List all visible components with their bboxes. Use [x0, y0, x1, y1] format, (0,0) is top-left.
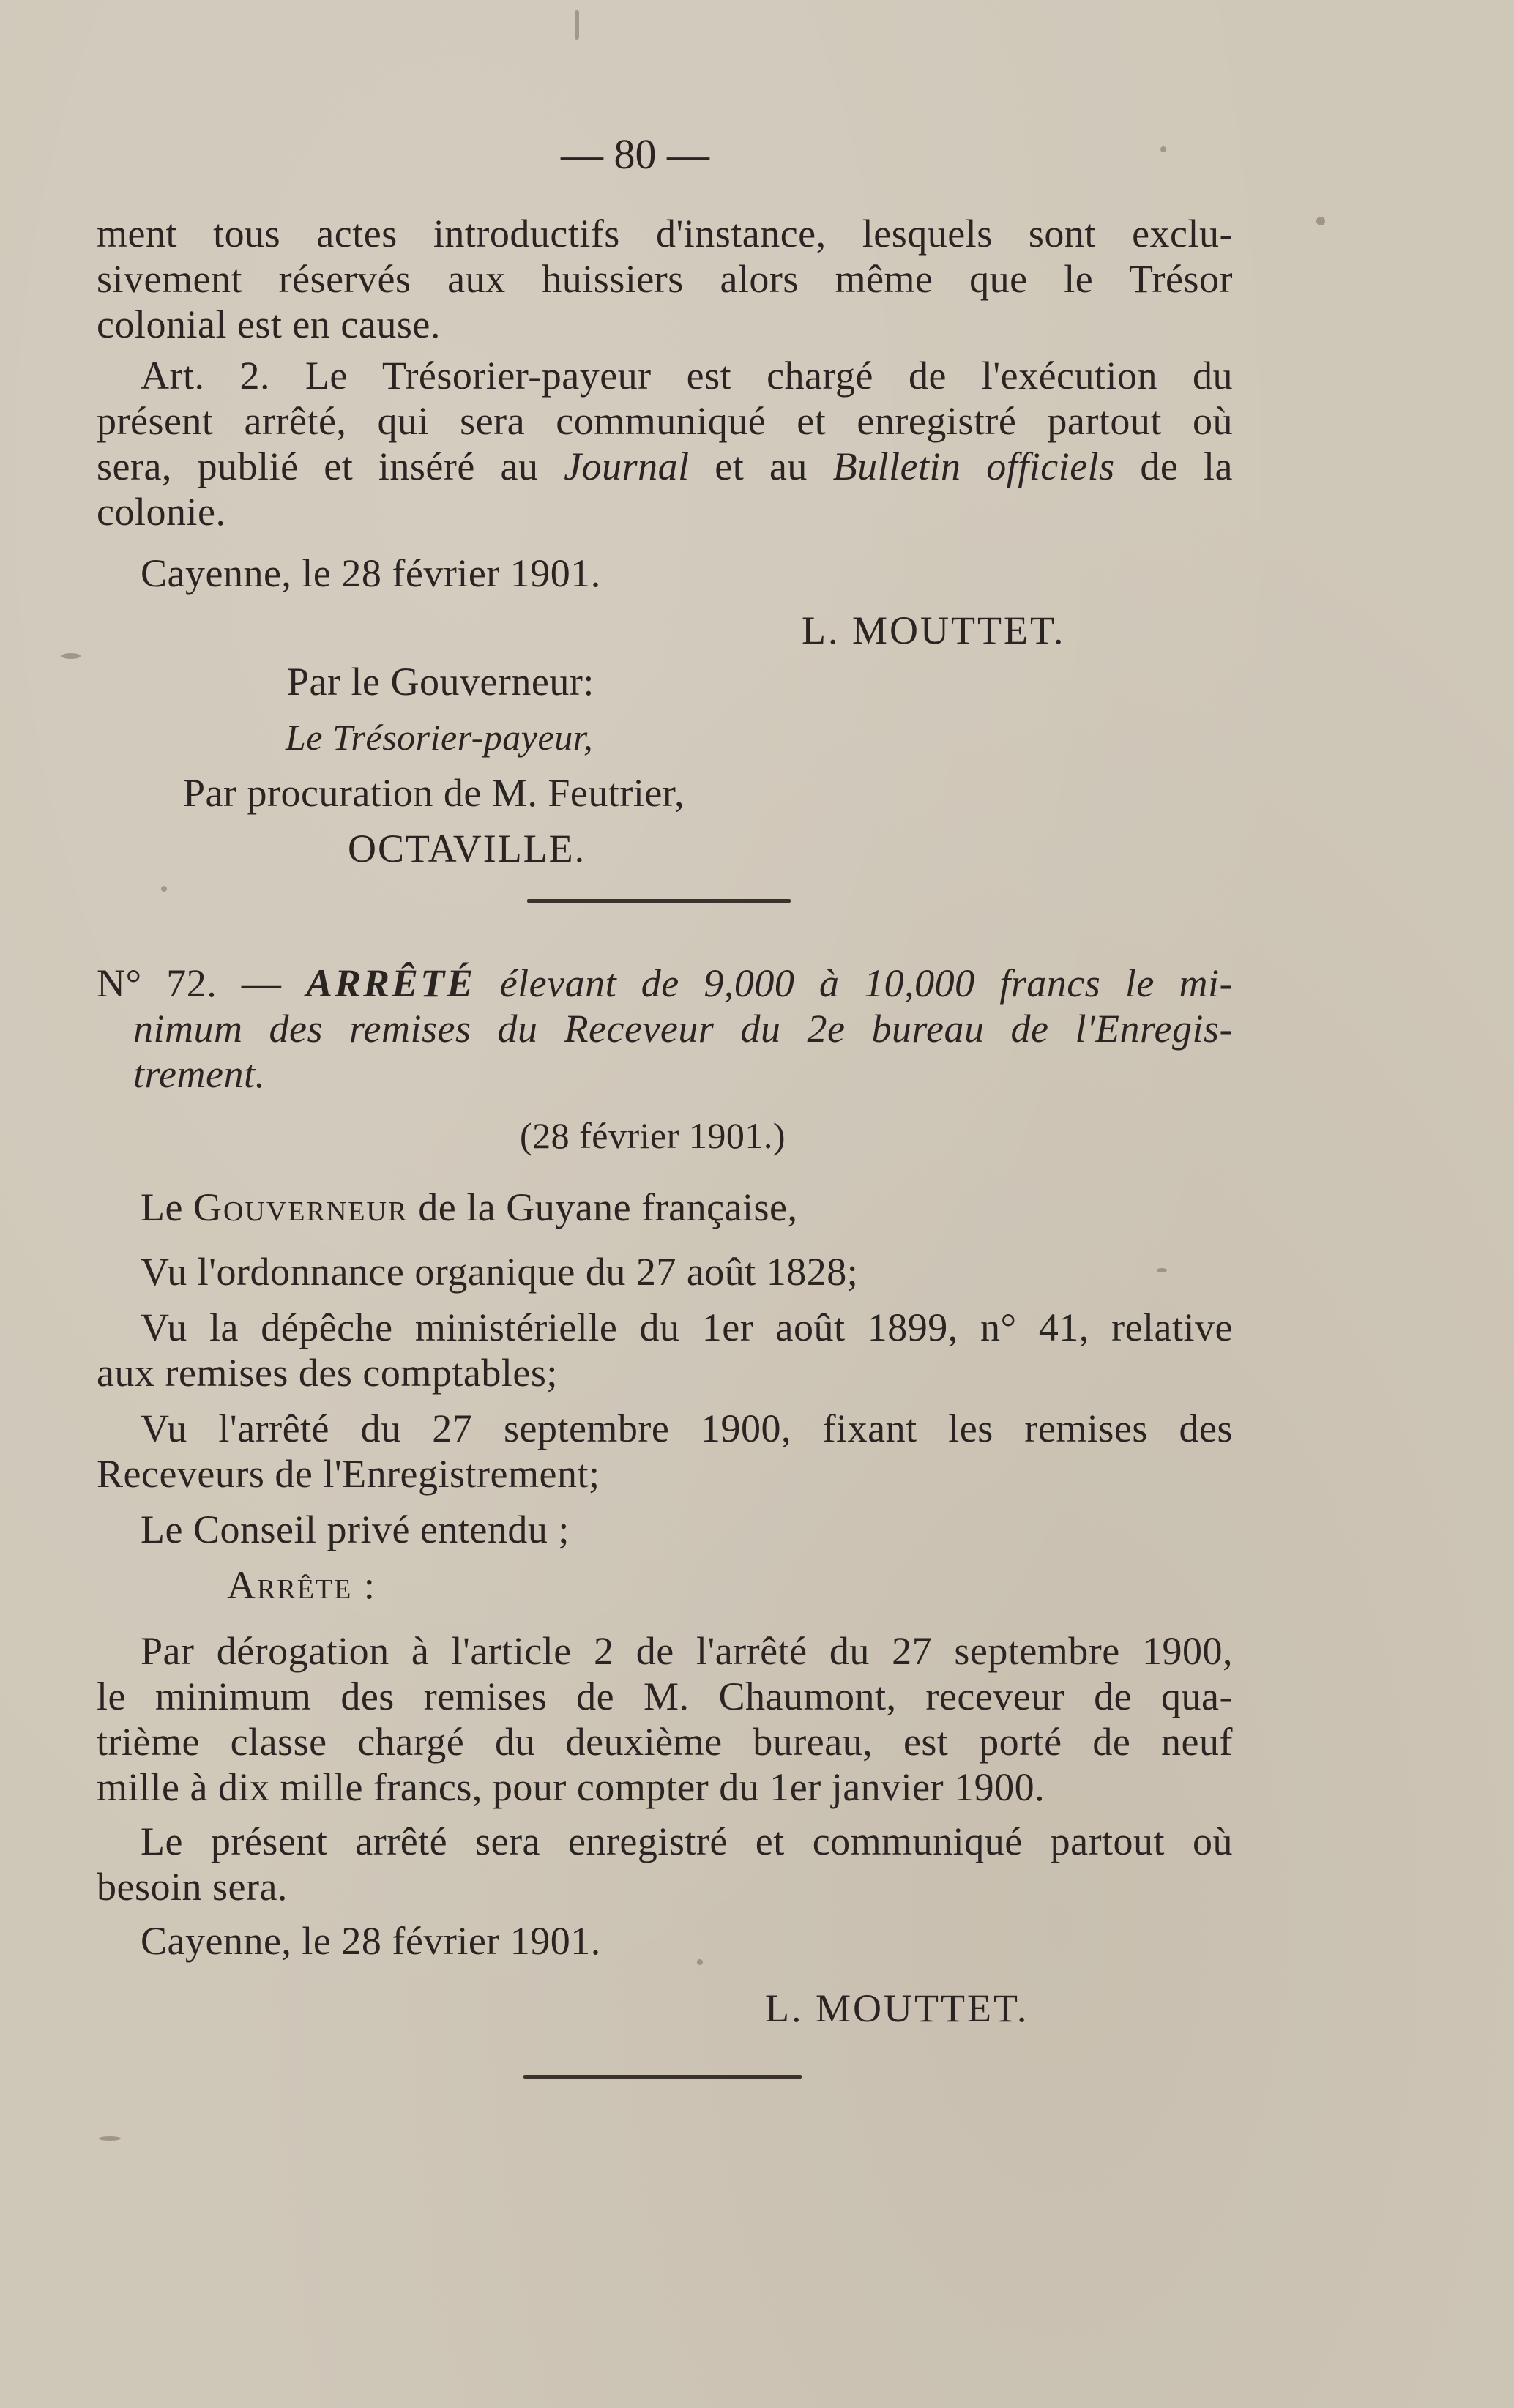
- arrete-date: (28 février 1901.): [520, 1115, 786, 1156]
- vu-line: Vu l'ordonnance organique du 27 août 1828;: [141, 1250, 859, 1294]
- vu-line: Receveurs de l'Enregistrement;: [97, 1452, 600, 1496]
- text-line: colonial est en cause.: [97, 302, 441, 346]
- gouverneur-smallcaps: Gouverneur: [193, 1185, 409, 1229]
- place-date: Cayenne, le 28 février 1901.: [141, 551, 601, 595]
- gouverneur-line: [141, 1185, 798, 1230]
- arrete-title-text: élevant de 9,000 à 10,000 francs le mi-: [475, 961, 1233, 1005]
- paper-speck: [1157, 1268, 1167, 1272]
- paper-speck: [61, 653, 81, 659]
- page-number: — 80 —: [561, 130, 709, 178]
- paper-speck: [161, 886, 167, 892]
- signatory: L. MOUTTET.: [802, 608, 1066, 652]
- arrete-word: ARRÊTÉ: [306, 961, 476, 1005]
- paragraph-line: Par dérogation à l'article 2 de l'arrêté du 27 septembre 1900,: [141, 1629, 1233, 1673]
- arrete-title-line: nimum des remises du Receveur du 2e bureau de l'Enregis-: [133, 1007, 1233, 1051]
- arrete-heading: Arrête :: [227, 1563, 376, 1607]
- paper-speck: [697, 1959, 703, 1965]
- arrete-title-line: [97, 961, 1233, 1006]
- article-2-line: présent arrêté, qui sera communiqué et enregistré partout où: [97, 399, 1233, 443]
- paragraph-line: le minimum des remises de M. Chaumont, receveur de qua-: [97, 1674, 1233, 1718]
- article-2-line: [97, 444, 1233, 489]
- vu-line: Vu l'arrêté du 27 septembre 1900, fixant les remises des: [141, 1406, 1233, 1450]
- paper-speck: [575, 10, 579, 40]
- article-2-line: Art. 2. Le Trésorier-payeur est chargé de l'exécution du: [141, 354, 1233, 398]
- place-date: Cayenne, le 28 février 1901.: [141, 1919, 601, 1963]
- vu-line: Vu la dépêche ministérielle du 1er août 1899, n° 41, relative: [141, 1305, 1233, 1349]
- separator-rule: [523, 2075, 802, 2079]
- text-fragment: sera, publié et inséré au: [97, 444, 564, 488]
- paper-speck: [99, 2136, 121, 2141]
- text-line: sivement réservés aux huissiers alors même que le Trésor: [97, 257, 1233, 301]
- paragraph-line: Le présent arrêté sera enregistré et communiqué partout où: [141, 1819, 1233, 1863]
- journal-italic: Journal: [564, 444, 690, 488]
- separator-rule: [527, 899, 791, 903]
- paper-speck: [1316, 217, 1325, 225]
- arrete-number: N° 72. —: [97, 961, 306, 1005]
- text-fragment: Le: [141, 1185, 193, 1229]
- bulletin-italic: Bulletin officiels: [832, 444, 1115, 488]
- signatory-name: OCTAVILLE.: [348, 827, 586, 871]
- procuration: Par procuration de M. Feutrier,: [183, 771, 685, 815]
- paragraph-line: besoin sera.: [97, 1865, 288, 1909]
- paragraph-line: mille à dix mille francs, pour compter du 1er janvier 1900.: [97, 1765, 1045, 1809]
- paper-speck: [1160, 146, 1166, 152]
- text-fragment: et au: [689, 444, 833, 488]
- text-line: ment tous actes introductifs d'instance, lesquels sont exclu-: [97, 212, 1233, 256]
- tresorier-role: Le Trésorier-payeur,: [286, 717, 594, 758]
- vu-line: aux remises des comptables;: [97, 1351, 558, 1395]
- article-2-line: colonie.: [97, 490, 226, 534]
- signatory: L. MOUTTET.: [765, 1986, 1029, 2030]
- conseil-line: Le Conseil privé entendu ;: [141, 1507, 570, 1551]
- text-fragment: de la: [1114, 444, 1233, 488]
- text-fragment: de la Guyane française,: [408, 1185, 798, 1229]
- paragraph-line: trième classe chargé du deuxième bureau, est porté de neuf: [97, 1720, 1233, 1764]
- par-le-gouverneur: Par le Gouverneur:: [287, 660, 594, 704]
- arrete-title-line: trement.: [133, 1052, 266, 1096]
